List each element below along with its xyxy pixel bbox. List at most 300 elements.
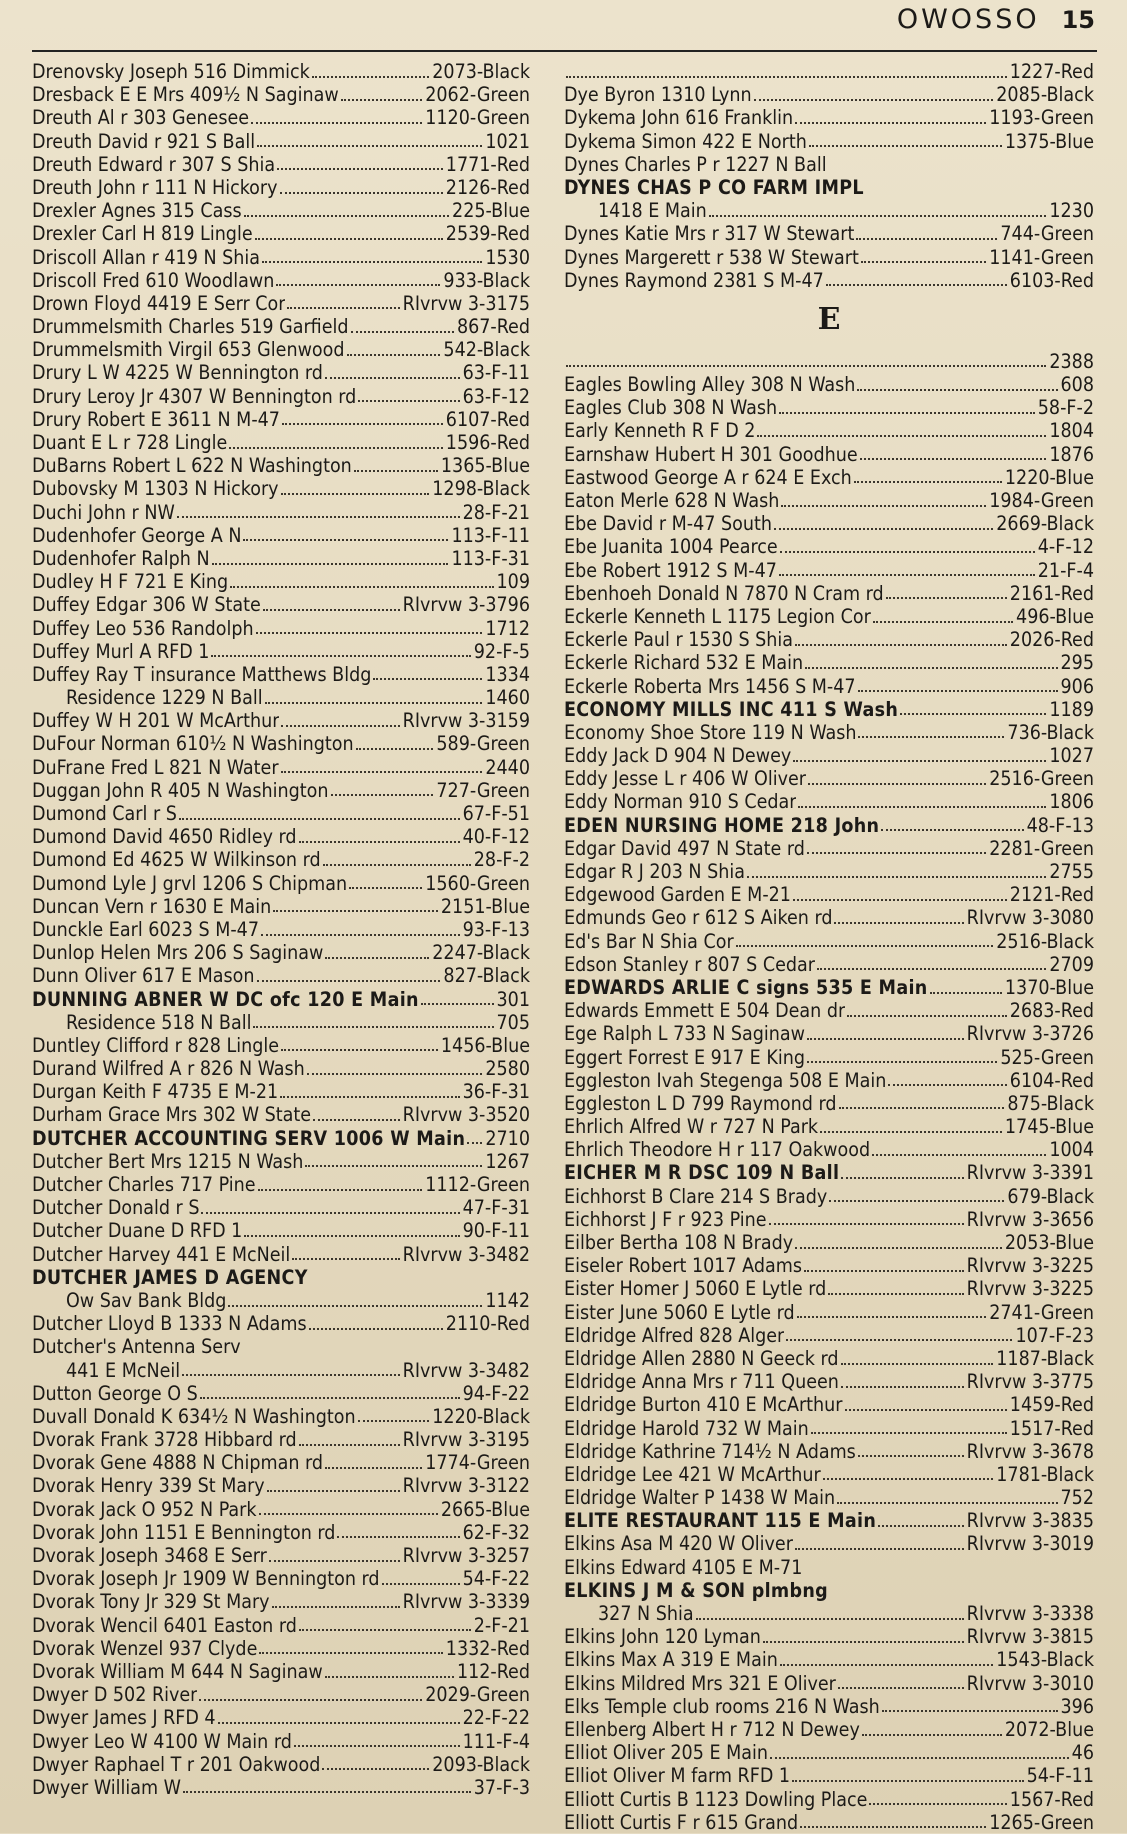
dot-leader [337,1536,459,1538]
entry-phone: 1267 [485,1149,530,1173]
directory-entry [32,1335,530,1358]
directory-entry [32,1057,530,1080]
dot-leader [307,1073,483,1075]
directory-entry [32,361,530,384]
entry-phone: 67-F-51 [462,802,530,825]
directory-entry [32,222,530,245]
entry-phone: 93-F-13 [462,917,530,941]
dot-leader [276,284,440,286]
entry-phone: 1334 [485,662,530,686]
entry-phone: 827-Black [443,964,530,988]
entry-name: Dutcher Lloyd B 1333 N Adams [32,1312,307,1336]
directory-entry [564,1277,1094,1300]
entry-phone: 1004 [1049,1138,1094,1162]
entry-name: Edmunds Geo r 612 S Aiken rd [564,906,833,930]
directory-entry [32,83,530,106]
dot-leader [795,122,986,124]
entry-name: Duffey W H 201 W McArthur [32,709,280,733]
dot-leader [265,702,483,704]
directory-entry [564,1648,1094,1671]
directory-entry [564,651,1094,674]
dot-leader [872,1154,1046,1156]
entry-phone: 1265-Green [989,1810,1094,1834]
entry-phone: 608 [1060,373,1094,397]
directory-entry [32,501,530,524]
entry-name: Duchi John r NW [32,500,175,524]
directory-entry [564,1672,1094,1695]
entry-phone: 1193-Green [989,106,1094,130]
dot-leader [251,122,422,124]
dot-leader [795,1548,964,1550]
directory-entry [32,454,530,477]
entry-name: Early Kenneth R F D 2 [564,419,756,443]
entry-phone: 1876 [1049,442,1094,466]
directory-entry [32,1080,530,1103]
entry-name: Dvorak Tony Jr 329 St Mary [32,1590,270,1614]
entry-phone: 1774-Green [425,1451,530,1475]
entry-name: 441 E McNeil [66,1358,181,1382]
right-column-e-section [564,350,1094,1834]
entry-name: Eastwood George A r 624 E Exch [564,465,852,489]
entry-name: EDEN NURSING HOME 218 John [564,813,880,837]
entry-name: Durand Wilfred A r 826 N Wash [32,1057,305,1081]
directory-entry [564,443,1094,466]
directory-entry [32,385,530,408]
directory-entry [564,930,1094,953]
entry-phone: 396 [1060,1694,1094,1718]
directory-entry [564,1556,1094,1579]
directory-entry [564,1764,1094,1787]
entry-name: Dvorak John 1151 E Bennington rd [32,1520,336,1544]
entry-phone: 867-Red [456,315,530,339]
dot-leader [862,1734,1002,1736]
entry-phone: 2029-Green [425,1683,530,1707]
entry-name: Elkins Asa M 420 W Oliver [564,1532,793,1556]
entry-phone: RIvrvw 3-3482 [402,1242,530,1266]
entry-name: Dynes Raymond 2381 S M-47 [564,268,824,292]
dot-leader [781,505,986,507]
dot-leader [826,284,1007,286]
entry-phone: 301 [496,987,530,1011]
directory-entry [32,1776,530,1799]
entry-name: Dutcher Bert Mrs 1215 N Wash [32,1149,304,1173]
entry-phone: 46 [1071,1741,1094,1765]
dot-leader [811,1432,1007,1434]
entry-phone: RIvrvw 3-3010 [966,1671,1094,1695]
dot-leader [281,771,483,773]
entry-name: Dynes Margerett r 538 W Stewart [564,245,859,269]
entry-phone: 1230 [1049,199,1094,223]
directory-entry [32,941,530,964]
entry-name: EDWARDS ARLIE C signs 535 E Main [564,975,928,999]
entry-phone: 727-Green [436,778,530,802]
directory-entry [564,489,1094,512]
directory-entry [564,860,1094,883]
directory-entry [564,1417,1094,1440]
entry-phone: 113-F-11 [451,523,530,547]
entry-name: Elkins John 120 Lyman [564,1625,761,1649]
dot-leader [257,980,441,982]
directory-entry [564,83,1094,106]
entry-phone: 22-F-22 [462,1706,530,1730]
directory-entry [32,130,530,153]
entry-name: Eldridge Harold 732 W Main [564,1416,809,1440]
entry-phone: 705 [496,1010,530,1034]
directory-entry [32,663,530,686]
directory-entry [564,1532,1094,1555]
dot-leader [299,1444,400,1446]
dot-leader [858,736,1004,738]
entry-name: Eagles Bowling Alley 308 N Wash [564,373,856,397]
entry-phone: 112-Red [456,1659,530,1683]
directory-entry [32,315,530,338]
right-column [564,60,1094,1834]
entry-phone: 1141-Green [989,245,1094,269]
dot-leader [869,1803,1006,1805]
dot-leader [299,841,460,843]
dot-leader [792,1780,1024,1782]
directory-entry [564,1161,1094,1184]
dot-leader [800,1826,986,1828]
entry-phone: 1112-Green [425,1173,530,1196]
entry-name: Duvall Donald K 634½ N Washington [32,1404,356,1428]
dot-leader [200,1397,460,1399]
directory-entry [564,1022,1094,1045]
dot-leader [255,238,443,240]
entry-phone: 542-Black [443,338,530,362]
directory-entry [564,837,1094,860]
entry-name: Duggan John R 405 N Washington [32,778,329,802]
dot-leader [845,1409,1007,1411]
dot-leader [793,899,1007,901]
entry-phone: 92-F-5 [473,639,530,663]
directory-entry [564,60,1094,83]
entry-phone: 48-F-13 [1026,813,1094,837]
directory-entry [32,802,530,825]
entry-phone: 1781-Black [996,1462,1094,1486]
entry-name: Dreuth Edward r 307 S Shia [32,152,276,176]
entry-phone: 589-Green [436,732,530,756]
directory-entry [564,1046,1094,1069]
dot-leader [309,1328,443,1330]
entry-phone: RIvrvw 3-3796 [402,593,530,617]
directory-entry [32,709,530,732]
dot-leader [757,435,1046,437]
dot-leader [774,528,993,530]
directory-entry [32,1474,530,1497]
dot-leader [262,261,482,263]
directory-entry [32,1660,530,1683]
entry-name: Eldridge Allen 2880 N Geeck rd [564,1346,839,1370]
entry-name: Economy Shoe Store 119 N Wash [564,720,857,744]
dot-leader [780,551,1035,553]
directory-entry [32,1730,530,1753]
entry-phone: 6103-Red [1009,268,1094,292]
entry-phone: 54-F-11 [1026,1764,1094,1788]
directory-entry [32,825,530,848]
directory-entry [32,1243,530,1266]
dot-leader [841,1386,964,1388]
dot-leader [807,1038,964,1040]
dot-leader [779,412,1035,414]
entry-name: Ebenhoeh Donald N 7870 N Cram rd [564,581,884,605]
directory-entry [564,512,1094,535]
entry-name: Duant E L r 728 Lingle [32,431,228,454]
entry-name: Dreuth John r 111 N Hickory [32,175,278,199]
entry-name: Dunn Oliver 617 E Mason [32,964,255,988]
directory-entry [564,906,1094,929]
directory-entry [564,1324,1094,1347]
directory-entry [32,1289,530,1312]
entry-name: Dunlop Helen Mrs 206 S Saginaw [32,941,324,965]
directory-entry [32,1451,530,1474]
entry-name: ELKINS J M & SON plmbng [564,1578,828,1602]
directory-entry [32,848,530,871]
directory-entry [564,1069,1094,1092]
entry-name: Eaton Merle 628 N Wash [564,489,780,512]
entry-phone: 1370-Blue [1004,975,1094,999]
directory-entry [564,559,1094,582]
entry-phone: RIvrvw 3-3225 [966,1277,1094,1301]
entry-name: Eldridge Walter P 1438 W Main [564,1486,836,1510]
directory-entry [32,60,530,83]
dot-leader [212,563,449,565]
directory-entry [32,176,530,199]
dot-leader [754,99,994,101]
directory-entry [564,1602,1094,1625]
entry-name: Dudley H F 721 E King [32,570,229,594]
directory-entry [564,1486,1094,1509]
directory-entry [32,617,530,640]
entry-phone: 1984-Green [989,489,1094,512]
directory-entry [564,1231,1094,1254]
dot-leader [282,423,443,425]
entry-name: Dynes Charles P r 1227 N Ball [564,152,827,176]
directory-entry [564,176,1094,199]
entry-phone: 2126-Red [445,175,530,199]
dot-leader [259,1652,442,1654]
entry-phone: 1530 [485,245,530,269]
entry-name: Ebe Robert 1912 S M-47 [564,558,777,582]
directory-entry [564,1347,1094,1370]
dot-leader [856,238,997,240]
dot-leader [847,1015,1007,1017]
dot-leader [244,1235,459,1237]
entry-name: Dykema John 616 Franklin [564,106,794,130]
dot-leader [820,1131,1002,1133]
entry-name: EICHER M R DSC 109 N Ball [564,1161,840,1185]
entry-phone: 63-F-11 [462,361,530,385]
directory-entry [564,1788,1094,1811]
directory-entry [564,222,1094,245]
entry-name: Driscoll Allan r 419 N Shia [32,245,261,269]
directory-entry [564,106,1094,129]
entry-phone: RIvrvw 3-3175 [402,291,530,315]
entry-phone: 1806 [1049,790,1094,814]
entry-name: Duffey Edgar 306 W State [32,593,261,617]
entry-phone: 94-F-22 [462,1381,530,1405]
directory-entry [564,767,1094,790]
directory-entry [32,1173,530,1196]
directory-entry [32,1011,530,1034]
entry-phone: 63-F-12 [462,384,530,408]
directory-entry [564,1185,1094,1208]
entry-name: Drexler Carl H 819 Lingle [32,222,253,246]
dot-leader [882,1710,1058,1712]
entry-name: Dvorak Joseph Jr 1909 W Bennington rd [32,1567,380,1591]
dot-leader [769,1223,964,1225]
entry-phone: 1220-Black [432,1404,530,1428]
entry-phone: 40-F-12 [462,825,530,849]
entry-phone: 109 [496,570,530,594]
entry-phone: 875-Black [1007,1091,1094,1115]
directory-entry [32,338,530,361]
entry-name: Ed's Bar N Shia Cor [564,929,734,953]
dot-leader [854,481,1002,483]
directory-entry [32,895,530,918]
dot-leader [269,1560,400,1562]
entry-name: Residence 1229 N Ball [66,686,263,710]
directory-entry [564,419,1094,442]
entry-phone: 744-Green [1000,222,1094,246]
entry-phone: 2516-Black [996,929,1094,953]
entry-phone: 28-F-21 [462,500,530,524]
directory-entry [32,872,530,895]
entry-phone: 2741-Green [989,1300,1094,1324]
entry-phone: 2665-Blue [440,1497,530,1521]
entry-name: Dvorak Wencil 6401 Easton rd [32,1613,297,1637]
dot-leader [294,1745,460,1747]
dot-leader [281,493,430,495]
dot-leader [228,1305,482,1307]
directory-entry [564,999,1094,1022]
entry-phone: 933-Black [443,268,530,292]
directory-entry [564,396,1094,419]
dot-leader [253,1026,493,1028]
dot-leader [230,586,493,588]
directory-entry [32,756,530,779]
entry-phone: RIvrvw 3-3520 [402,1103,530,1127]
entry-phone: 21-F-4 [1037,558,1094,582]
entry-phone: 62-F-32 [462,1520,530,1544]
entry-phone: 2151-Blue [440,894,530,918]
entry-name: Drown Floyd 4419 E Serr Cor [32,291,286,315]
directory-entry [32,570,530,593]
entry-name: DYNES CHAS P CO FARM IMPL [564,175,864,199]
directory-entry [564,1254,1094,1277]
dot-leader [860,458,1047,460]
entry-name: Eddy Jesse L r 406 W Oliver [564,767,806,791]
entry-phone: 2669-Black [996,512,1094,536]
entry-phone: 107-F-23 [1015,1323,1094,1347]
directory-entry [564,953,1094,976]
dot-leader [325,957,429,959]
entry-name: Residence 518 N Ball [66,1010,252,1034]
entry-name: Dreuth David r 921 S Ball [32,129,256,153]
dot-leader [861,261,986,263]
entry-phone: 2709 [1049,952,1094,976]
dot-leader [421,1003,494,1005]
directory-entry [32,1405,530,1428]
entry-phone: 1804 [1049,419,1094,443]
directory-entry [564,883,1094,906]
entry-name: Eckerle Kenneth L 1175 Legion Cor [564,604,871,628]
entry-name: Eddy Jack D 904 N Dewey [564,744,792,768]
dot-leader [351,331,454,333]
directory-entry [564,1301,1094,1324]
directory-entry [564,1393,1094,1416]
entry-name: Edgewood Garden E M-21 [564,883,791,907]
entry-name: Ebe David r M-47 South [564,512,772,536]
dot-leader [354,470,438,472]
directory-entry [32,199,530,222]
directory-entry [564,628,1094,651]
right-column-d-section [564,60,1094,292]
directory-entry [32,1753,530,1776]
dot-leader [786,1339,1012,1341]
directory-entry [564,582,1094,605]
entry-name: Ehrlich Alfred W r 727 N Park [564,1115,819,1139]
entry-name: Dvorak William M 644 N Saginaw [32,1659,323,1683]
entry-phone: 1596-Red [445,431,530,454]
dot-leader [795,644,1007,646]
entry-name: Dutcher Donald r S [32,1196,200,1220]
dot-leader [349,887,422,889]
entry-name: Edgar R J 203 N Shia [564,860,746,883]
entry-name: Ebe Juanita 1004 Pearce [564,535,778,559]
dot-leader [287,307,399,309]
entry-name: Drury L W 4225 W Bennington rd [32,361,323,385]
entry-name: Dwyer Raphael T r 201 Oakwood [32,1752,321,1776]
dot-leader [696,1618,964,1620]
entry-name: Eggleston Ivah Stegenga 508 E Main [564,1068,887,1092]
directory-entry [32,1127,530,1150]
directory-entry [32,779,530,802]
directory-entry [32,1590,530,1613]
entry-phone: 906 [1060,674,1094,698]
directory-entry [32,524,530,547]
entry-name: Eldridge Burton 410 E McArthur [564,1393,843,1417]
dot-leader [566,76,1007,78]
directory-entry [564,1463,1094,1486]
dot-leader [736,945,994,947]
entry-name: Ege Ralph L 733 N Saginaw [564,1022,806,1046]
entry-name: Elliot Oliver M farm RFD 1 [564,1764,791,1788]
dot-leader [244,215,449,217]
dot-leader [805,667,1057,669]
entry-name: Dutcher Charles 717 Pine [32,1173,256,1196]
entry-phone: 4-F-12 [1037,535,1094,559]
directory-entry [564,605,1094,628]
directory-entry [564,1579,1094,1602]
entry-phone: RIvrvw 3-3835 [966,1509,1094,1533]
directory-entry [32,1683,530,1706]
entry-name: Dutcher Harvey 441 E McNeil [32,1242,291,1266]
dot-leader [281,1049,438,1051]
dot-leader [878,1525,964,1527]
entry-name: Eldridge Alfred 828 Alger [564,1323,785,1347]
directory-entry [32,1498,530,1521]
dot-leader [837,1502,1057,1504]
entry-phone: 752 [1060,1486,1094,1510]
dot-leader [886,597,1007,599]
dot-leader [900,713,1046,715]
directory-entry [564,1695,1094,1718]
entry-phone: 1712 [485,616,530,640]
directory-entry [564,199,1094,222]
entry-phone: 2073-Black [432,60,530,83]
dot-leader [273,910,438,912]
